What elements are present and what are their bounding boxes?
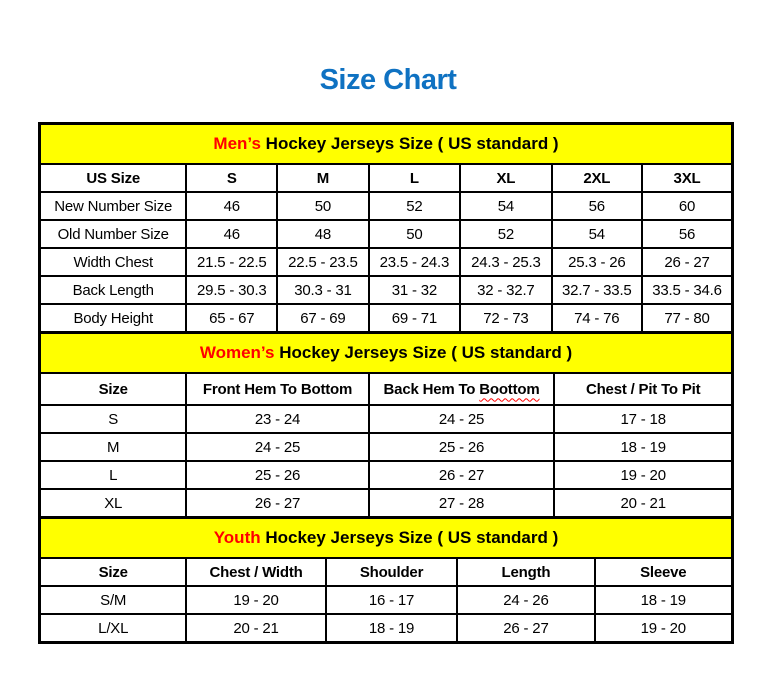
row-label: S [40, 405, 187, 433]
size-cell: 31 - 32 [369, 276, 460, 304]
size-cell: 20 - 21 [554, 489, 732, 518]
size-cell: 56 [552, 192, 642, 220]
column-header: Size [40, 558, 187, 586]
table-row [40, 586, 733, 614]
womens-column-header-row [40, 373, 733, 405]
size-cell: 24 - 25 [186, 433, 368, 461]
column-header: Size [40, 373, 187, 405]
row-label: Back Length [40, 276, 187, 304]
youth-column-header-row [40, 558, 733, 586]
table-row [40, 405, 733, 433]
size-cell: 65 - 67 [186, 304, 277, 333]
size-cell: 50 [369, 220, 460, 248]
row-label: Body Height [40, 304, 187, 333]
row-label: New Number Size [40, 192, 187, 220]
youth-size-table [38, 516, 734, 644]
womens-size-table [38, 331, 734, 519]
column-header: Front Hem To Bottom [186, 373, 368, 405]
column-header: Sleeve [595, 558, 733, 586]
size-cell: 25 - 26 [186, 461, 368, 489]
size-cell: 26 - 27 [642, 248, 732, 276]
size-cell: 54 [552, 220, 642, 248]
row-label: L/XL [40, 614, 187, 643]
column-header: M [277, 164, 368, 192]
size-cell: 23.5 - 24.3 [369, 248, 460, 276]
table-row [40, 614, 733, 643]
table-row [40, 433, 733, 461]
womens-section-rest: Hockey Jerseys Size ( US standard ) [274, 343, 573, 362]
row-label: Old Number Size [40, 220, 187, 248]
size-cell: 72 - 73 [460, 304, 551, 333]
size-cell: 32 - 32.7 [460, 276, 551, 304]
youth-section-header-row [40, 518, 733, 559]
youth-section-rest: Hockey Jerseys Size ( US standard ) [260, 528, 559, 547]
column-header: 2XL [552, 164, 642, 192]
column-header-text: Back Hem To [383, 380, 480, 398]
column-header: L [369, 164, 460, 192]
youth-section-accent: Youth [213, 528, 261, 547]
size-cell: 19 - 20 [554, 461, 732, 489]
column-header: Chest / Width [186, 558, 325, 586]
size-cell: 26 - 27 [186, 489, 368, 518]
size-cell: 33.5 - 34.6 [642, 276, 732, 304]
column-header: S [186, 164, 277, 192]
row-label: M [40, 433, 187, 461]
row-label: Width Chest [40, 248, 187, 276]
size-cell: 26 - 27 [457, 614, 594, 643]
misspelled-word: Boottom [479, 380, 540, 398]
size-cell: 74 - 76 [552, 304, 642, 333]
size-cell: 56 [642, 220, 732, 248]
size-cell: 69 - 71 [369, 304, 460, 333]
size-cell: 52 [460, 220, 551, 248]
womens-section-title [40, 333, 733, 374]
size-cell: 52 [369, 192, 460, 220]
table-row [40, 489, 733, 518]
table-row [40, 461, 733, 489]
size-cell: 21.5 - 22.5 [186, 248, 277, 276]
table-row [40, 248, 733, 276]
size-cell: 54 [460, 192, 551, 220]
size-cell: 25 - 26 [369, 433, 555, 461]
mens-size-table [38, 122, 734, 334]
size-cell: 50 [277, 192, 368, 220]
mens-section-header-row [40, 124, 733, 165]
size-cell: 77 - 80 [642, 304, 732, 333]
size-cell: 20 - 21 [186, 614, 325, 643]
size-cell: 32.7 - 33.5 [552, 276, 642, 304]
size-cell: 26 - 27 [369, 461, 555, 489]
column-header: Shoulder [326, 558, 458, 586]
table-row [40, 220, 733, 248]
row-label: S/M [40, 586, 187, 614]
size-cell: 22.5 - 23.5 [277, 248, 368, 276]
column-header: Length [457, 558, 594, 586]
size-cell: 18 - 19 [326, 614, 458, 643]
mens-section-accent: Men’s [213, 134, 261, 153]
column-header: US Size [40, 164, 187, 192]
table-row [40, 304, 733, 333]
row-label: L [40, 461, 187, 489]
size-cell: 60 [642, 192, 732, 220]
size-cell: 17 - 18 [554, 405, 732, 433]
size-chart-tables [38, 122, 734, 644]
youth-section-title [40, 518, 733, 559]
mens-section-title [40, 124, 733, 165]
size-cell: 48 [277, 220, 368, 248]
page-title: Size Chart [319, 64, 457, 96]
size-cell: 24.3 - 25.3 [460, 248, 551, 276]
mens-column-header-row [40, 164, 733, 192]
table-row [40, 192, 733, 220]
size-cell: 24 - 26 [457, 586, 594, 614]
size-cell: 25.3 - 26 [552, 248, 642, 276]
size-cell: 46 [186, 192, 277, 220]
size-cell: 18 - 19 [595, 586, 733, 614]
size-cell: 18 - 19 [554, 433, 732, 461]
size-cell: 16 - 17 [326, 586, 458, 614]
size-cell: 27 - 28 [369, 489, 555, 518]
womens-section-header-row [40, 333, 733, 374]
column-header: 3XL [642, 164, 732, 192]
size-cell: 19 - 20 [186, 586, 325, 614]
row-label: XL [40, 489, 187, 518]
size-cell: 24 - 25 [369, 405, 555, 433]
size-cell: 67 - 69 [277, 304, 368, 333]
column-header [369, 373, 555, 405]
table-row [40, 276, 733, 304]
size-cell: 23 - 24 [186, 405, 368, 433]
column-header: Chest / Pit To Pit [554, 373, 732, 405]
size-cell: 46 [186, 220, 277, 248]
mens-section-rest: Hockey Jerseys Size ( US standard ) [260, 134, 559, 153]
column-header: XL [460, 164, 551, 192]
size-cell: 19 - 20 [595, 614, 733, 643]
womens-section-accent: Women’s [199, 343, 275, 362]
size-cell: 29.5 - 30.3 [186, 276, 277, 304]
size-cell: 30.3 - 31 [277, 276, 368, 304]
